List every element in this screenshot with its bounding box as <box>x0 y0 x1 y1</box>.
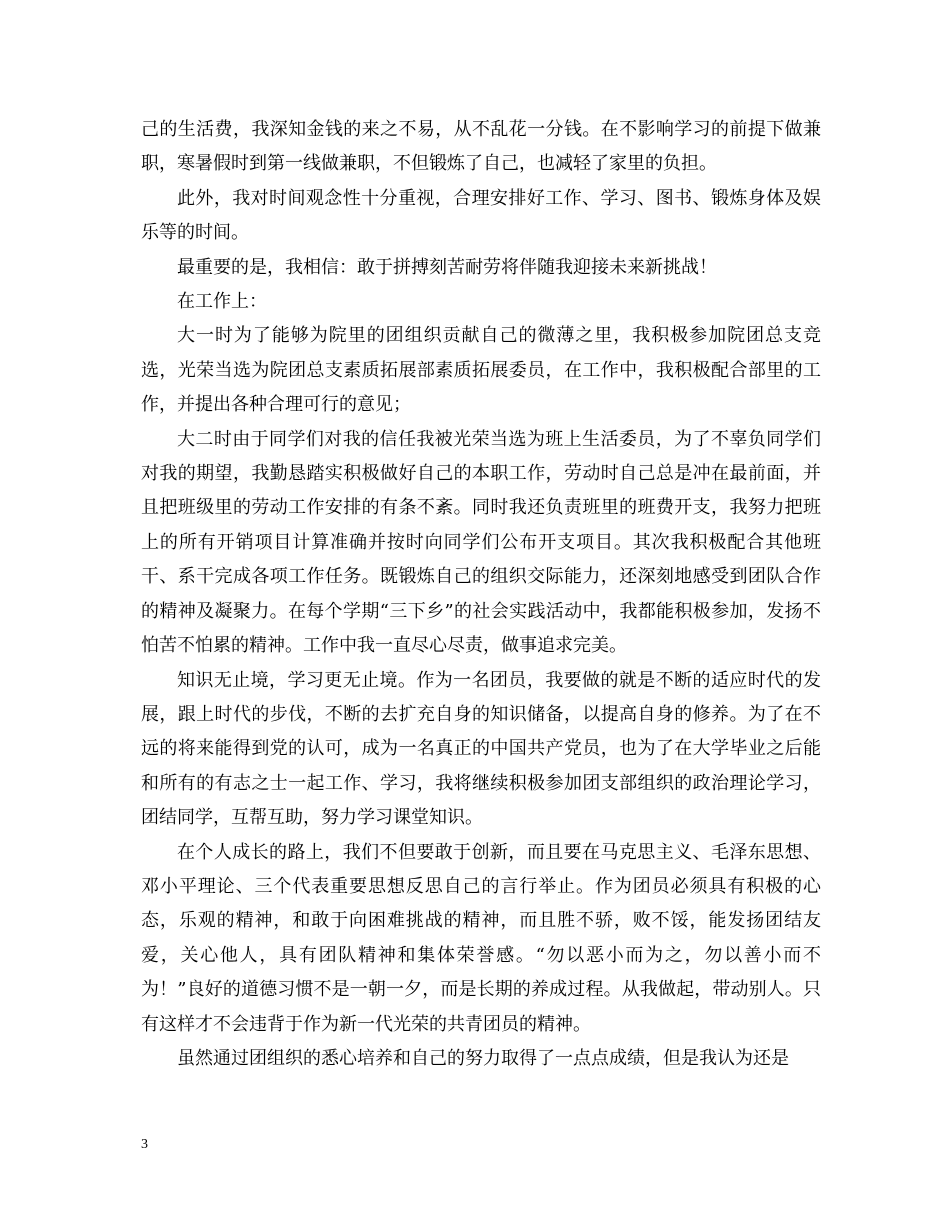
paragraph-personal-growth: 在个人成长的路上，我们不但要敢于创新，而且要在马克思主义、毛泽东思想、邓小平理论、三个代表重要思想反思自己的言行举止。作为团员必须具有积极的心态，乐观的精神，和敢于向困难挑战的精神，而且胜不骄，败不馁，能发扬团结友爱，关心他人，具有团队精神和集体荣誉感。“勿以恶小而为之，勿以善小而不为！”良好的道德习惯不是一朝一夕，而是长期的养成过程。从我做起，带动别人。只有这样才不会违背于作为新一代光荣的共青团员的精神。 <box>141 841 821 1035</box>
paragraph-work-heading: 在工作上： <box>177 291 267 313</box>
paragraph-continuation: 己的生活费，我深知金钱的来之不易，从不乱花一分钱。在不影响学习的前提下做兼职，寒暑假时到第一线做兼职，不但锻炼了自己，也减轻了家里的负担。 <box>141 119 821 175</box>
paragraph-closing: 虽然通过团组织的悉心培养和自己的努力取得了一点点成绩，但是我认为还是 <box>177 1047 789 1069</box>
paragraph-sophomore-year: 大二时由于同学们对我的信任我被光荣当选为班上生活委员，为了不辜负同学们对我的期望，我勤恳踏实积极做好自己的本职工作，劳动时自己总是冲在最前面，并且把班级里的劳动工作安排的有条不紊。同时我还负责班里的班费开支，我努力把班上的所有开销项目计算准确并按时向同学们公布开支项目。其次我积极配合其他班干、系干完成各项工作任务。既锻炼自己的组织交际能力，还深刻地感受到团队合作的精神及凝聚力。在每个学期“三下乡”的社会实践活动中，我都能积极参加，发扬不怕苦不怕累的精神。工作中我一直尽心尽责，做事追求完美。 <box>141 428 821 657</box>
paragraph-time-management: 此外，我对时间观念性十分重视，合理安排好工作、学习、图书、锻炼身体及娱乐等的时间。 <box>141 187 821 244</box>
paragraph-belief: 最重要的是，我相信：敢于拼搏刻苦耐劳将伴随我迎接未来新挑战！ <box>177 256 717 278</box>
page-number: 3 <box>141 1137 148 1152</box>
paragraph-learning: 知识无止境，学习更无止境。作为一名团员，我要做的就是不断的适应时代的发展，跟上时代的步伐，不断的去扩充自身的知识储备，以提高自身的修养。为了在不远的将来能得到党的认可，成为一名真正的中国共产党员，也为了在大学毕业之后能和所有的有志之士一起工作、学习，我将继续积极参加团支部组织的政治理论学习，团结同学，互帮互助，努力学习课堂知识。 <box>141 669 821 829</box>
paragraph-freshman-year: 大一时为了能够为院里的团组织贡献自己的微薄之里，我积极参加院团总支竞选，光荣当选为院团总支素质拓展部素质拓展委员，在工作中，我积极配合部里的工作，并提出各种合理可行的意见； <box>141 325 821 416</box>
document-body <box>141 113 821 1076</box>
